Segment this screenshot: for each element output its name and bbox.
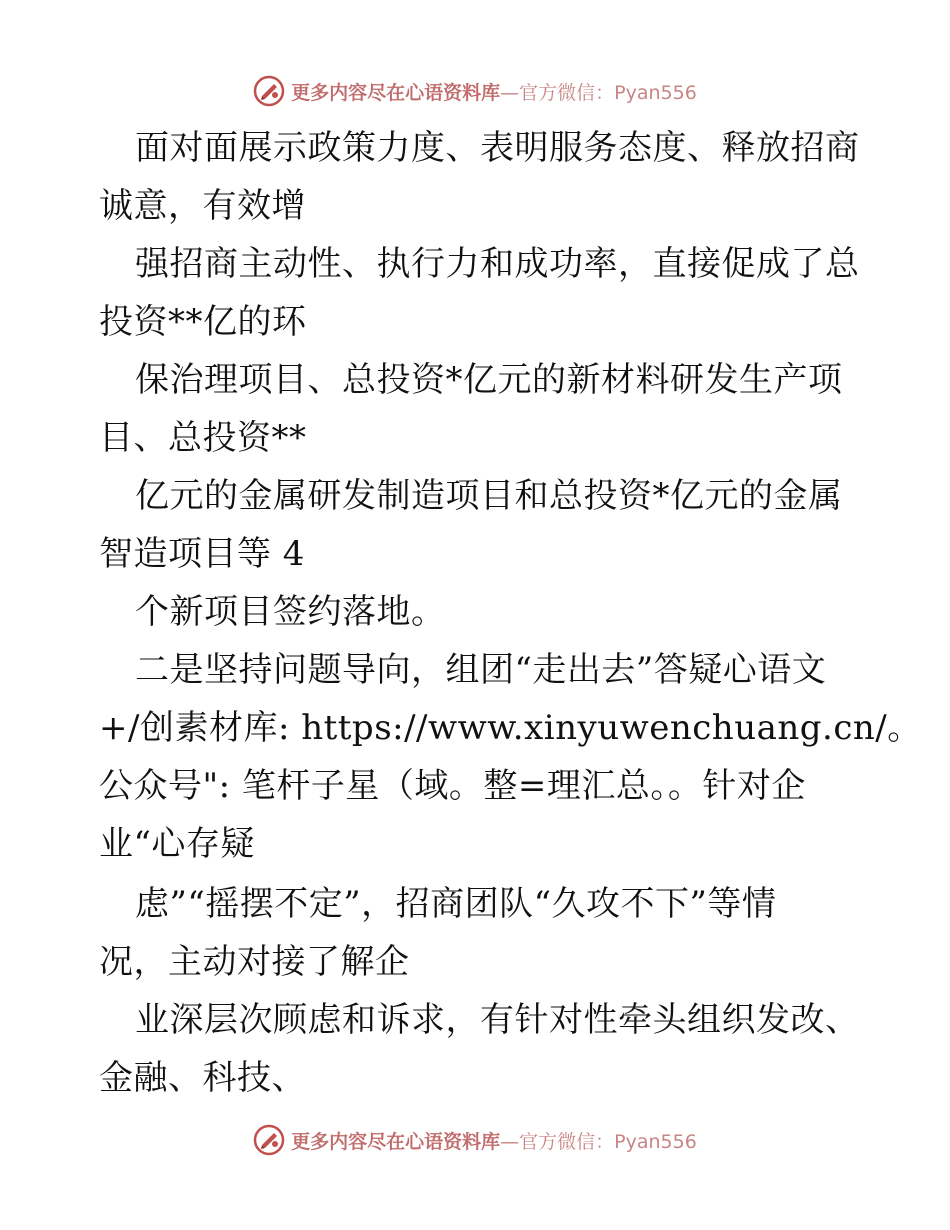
text-line: 目、总投资** [99,418,307,458]
watermark-text: 更多内容尽在心语资料库—官方微信：Pyan556 [291,1130,697,1153]
text-line: 业“心存疑 [99,824,255,864]
text-line: 二是坚持问题导向，组团“走出去”答疑心语文 [135,650,827,690]
text-line: +/创素材库: https://www.xinyuwenchuang.cn/。 [99,708,922,748]
text-line: 投资**亿的环 [99,302,307,342]
text-line: 亿元的金属研发制造项目和总投资*亿元的金属 [135,476,843,516]
text-line: 公众号": 笔杆子星（域。整=理汇总。。针对企 [99,766,806,806]
text-line: 智造项目等 4 [99,534,305,574]
text-line: 诚意，有效增 [99,186,306,226]
text-line: 强招商主动性、执行力和成功率，直接促成了总 [135,244,860,284]
text-line: 业深层次顾虑和诉求，有针对性牵头组织发改、 [135,1000,860,1040]
footer-watermark [0,1120,950,1160]
text-line: 金融、科技、 [99,1058,306,1098]
brand-logo-icon [253,1124,285,1156]
text-line: 面对面展示政策力度、表明服务态度、释放招商 [135,128,860,168]
brand-logo-icon [253,75,285,107]
text-line: 虑”“摇摆不定”，招商团队“久攻不下”等情 [135,884,777,924]
text-line: 保治理项目、总投资*亿元的新材料研发生产项 [135,360,843,400]
text-line: 况，主动对接了解企 [99,942,410,982]
watermark-text: 更多内容尽在心语资料库—官方微信：Pyan556 [291,81,697,104]
text-line: 个新项目签约落地。 [135,592,446,632]
header-watermark [0,71,950,111]
